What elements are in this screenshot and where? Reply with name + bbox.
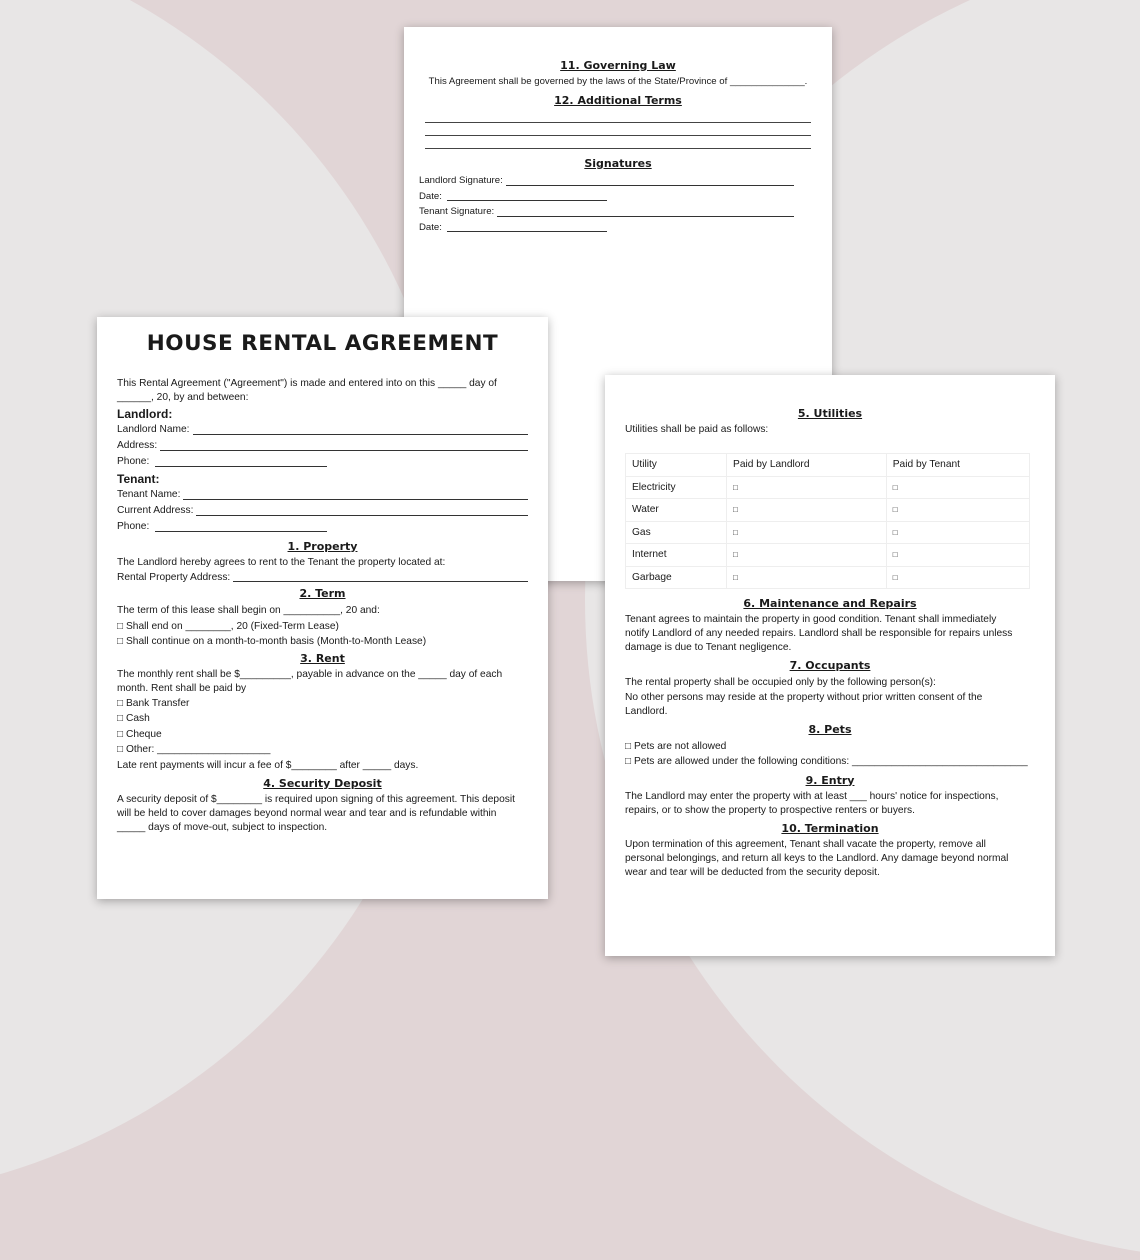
tenant-heading: Tenant: bbox=[117, 472, 160, 486]
landlord-phone-row bbox=[117, 454, 528, 470]
entry-text: repairs, or to show the property to prospective renters or buyers. bbox=[625, 804, 915, 816]
landlord-date-line[interactable] bbox=[447, 189, 607, 201]
term-option-fixed[interactable]: □ Shall end on ________, 20 (Fixed-Term Lease) bbox=[117, 620, 339, 632]
section-title-pets: 8. Pets bbox=[808, 722, 852, 736]
tenant-name-line[interactable] bbox=[183, 488, 528, 500]
utility-name: Gas bbox=[626, 521, 727, 544]
property-address-label: Rental Property Address: bbox=[117, 572, 231, 583]
table-header-landlord: Paid by Landlord bbox=[727, 454, 887, 477]
landlord-name-line[interactable] bbox=[193, 423, 529, 435]
additional-terms-line bbox=[425, 136, 811, 149]
section-title-property: 1. Property bbox=[287, 540, 358, 553]
utilities-text: Utilities shall be paid as follows: bbox=[625, 424, 769, 435]
landlord-date-label: Date: bbox=[419, 190, 442, 202]
landlord-date-row bbox=[419, 189, 817, 205]
pets-option-not-allowed[interactable]: □ Pets are not allowed bbox=[625, 740, 727, 752]
landlord-address-row bbox=[117, 438, 528, 454]
landlord-phone-label: Phone: bbox=[117, 456, 150, 467]
checkbox-tenant[interactable]: □ bbox=[892, 505, 898, 515]
landlord-signature-label: Landlord Signature: bbox=[419, 175, 503, 186]
table-header-utility: Utility bbox=[626, 454, 727, 477]
utility-name: Electricity bbox=[626, 476, 727, 499]
deposit-text: will be held to cover damages beyond normal wear and tear and is refundable within bbox=[117, 808, 497, 819]
tenant-signature-row bbox=[419, 204, 817, 220]
checkbox-tenant[interactable]: □ bbox=[892, 527, 898, 537]
table-row bbox=[626, 476, 1030, 499]
landlord-phone-line[interactable] bbox=[155, 455, 327, 467]
checkbox-tenant[interactable]: □ bbox=[892, 572, 898, 582]
checkbox-landlord[interactable]: □ bbox=[733, 482, 738, 492]
additional-terms-line bbox=[425, 110, 811, 123]
checkbox-landlord[interactable]: □ bbox=[733, 550, 738, 560]
termination-text: Upon termination of this agreement, Tenant shall vacate the property, remove all bbox=[625, 838, 986, 850]
utility-name: Garbage bbox=[626, 566, 727, 589]
tenant-date-label: Date: bbox=[419, 221, 442, 233]
landlord-heading: Landlord: bbox=[117, 407, 173, 421]
additional-terms-line bbox=[425, 123, 811, 136]
termination-text: wear and tear will be deducted from the security deposit. bbox=[625, 866, 880, 878]
term-option-monthly[interactable]: □ Shall continue on a month-to-month basis (Month-to-Month Lease) bbox=[117, 636, 427, 647]
utilities-table bbox=[625, 453, 1030, 589]
tenant-phone-label: Phone: bbox=[117, 521, 150, 532]
property-address-row bbox=[117, 570, 528, 585]
tenant-name-row bbox=[117, 487, 528, 503]
section-title-utilities: 5. Utilities bbox=[797, 407, 863, 420]
rent-option-cheque[interactable]: □ Cheque bbox=[117, 728, 162, 740]
checkbox-landlord[interactable]: □ bbox=[733, 527, 738, 537]
page-main bbox=[97, 317, 548, 899]
utility-name: Water bbox=[626, 499, 727, 522]
landlord-address-label: Address: bbox=[117, 440, 158, 451]
term-text: The term of this lease shall begin on __________, 20 and: bbox=[117, 605, 380, 616]
tenant-address-line[interactable] bbox=[196, 504, 528, 516]
table-header-row bbox=[626, 454, 1030, 477]
deposit-text: _____ days of move-out, subject to inspection. bbox=[117, 822, 328, 833]
tenant-phone-row bbox=[117, 519, 528, 535]
table-header-tenant: Paid by Tenant bbox=[886, 454, 1029, 477]
section-title-termination: 10. Termination bbox=[781, 821, 879, 835]
tenant-phone-line[interactable] bbox=[155, 520, 327, 532]
tenant-date-row bbox=[419, 220, 817, 236]
occupants-text: Landlord. bbox=[625, 705, 668, 717]
intro-text: ______, 20, by and between: bbox=[117, 392, 249, 403]
page-utilities bbox=[605, 375, 1055, 956]
tenant-signature-line[interactable] bbox=[497, 205, 794, 217]
property-text: The Landlord hereby agrees to rent to the Tenant the property located at: bbox=[117, 557, 446, 568]
governing-law-text: This Agreement shall be governed by the laws of the State/Province of ______________. bbox=[428, 76, 808, 87]
tenant-date-line[interactable] bbox=[447, 220, 607, 232]
landlord-name-label: Landlord Name: bbox=[117, 424, 190, 435]
section-title-additional-terms: 12. Additional Terms bbox=[554, 94, 682, 107]
checkbox-landlord[interactable]: □ bbox=[733, 505, 738, 515]
rent-option-other[interactable]: □ Other: ____________________ bbox=[117, 744, 271, 755]
table-row bbox=[626, 499, 1030, 522]
section-title-maintenance: 6. Maintenance and Repairs bbox=[743, 597, 917, 610]
section-title-entry: 9. Entry bbox=[805, 773, 855, 787]
landlord-name-row bbox=[117, 422, 528, 438]
landlord-signature-line[interactable] bbox=[506, 174, 794, 186]
rent-option-cash[interactable]: □ Cash bbox=[117, 713, 150, 724]
deposit-text: A security deposit of $________ is required upon signing of this agreement. This deposit bbox=[117, 794, 515, 805]
occupants-text: No other persons may reside at the property without prior written consent of the bbox=[625, 691, 983, 703]
document-title: HOUSE RENTAL AGREEMENT bbox=[146, 331, 499, 356]
maintenance-text: notify Landlord of any needed repairs. Landlord shall be responsible for repairs unless bbox=[625, 628, 1013, 639]
tenant-address-row bbox=[117, 503, 528, 519]
rent-text: The monthly rent shall be $_________, payable in advance on the _____ day of each bbox=[117, 668, 503, 680]
tenant-signature-label: Tenant Signature: bbox=[419, 206, 495, 217]
late-fee-text: Late rent payments will incur a fee of $________ after _____ days. bbox=[117, 759, 419, 771]
checkbox-tenant[interactable]: □ bbox=[892, 550, 898, 560]
intro-text: This Rental Agreement ("Agreement") is made and entered into on this _____ day of bbox=[117, 378, 497, 389]
tenant-address-label: Current Address: bbox=[117, 505, 194, 516]
section-title-governing-law: 11. Governing Law bbox=[560, 59, 676, 72]
rent-text: month. Rent shall be paid by bbox=[117, 682, 247, 694]
rent-option-bank-transfer[interactable]: □ Bank Transfer bbox=[117, 697, 190, 709]
landlord-address-line[interactable] bbox=[160, 439, 528, 451]
utility-name: Internet bbox=[626, 544, 727, 567]
checkbox-landlord[interactable]: □ bbox=[733, 572, 738, 582]
occupants-text: The rental property shall be occupied only by the following person(s): bbox=[625, 677, 936, 688]
landlord-signature-row bbox=[419, 173, 817, 189]
entry-text: The Landlord may enter the property with at least ___ hours' notice for inspections, bbox=[625, 790, 999, 802]
table-row bbox=[626, 521, 1030, 544]
property-address-line[interactable] bbox=[233, 570, 528, 582]
maintenance-text: damage is due to Tenant negligence. bbox=[625, 642, 792, 653]
section-title-occupants: 7. Occupants bbox=[789, 659, 871, 672]
maintenance-text: Tenant agrees to maintain the property in good condition. Tenant shall immediately bbox=[625, 614, 997, 625]
tenant-name-label: Tenant Name: bbox=[117, 489, 181, 500]
termination-text: personal belongings, and return all keys to the Landlord. Any damage beyond normal bbox=[625, 852, 1009, 864]
section-title-rent: 3. Rent bbox=[300, 651, 345, 665]
table-row bbox=[626, 544, 1030, 567]
table-row bbox=[626, 566, 1030, 589]
section-title-security-deposit: 4. Security Deposit bbox=[263, 777, 382, 790]
checkbox-tenant[interactable]: □ bbox=[892, 482, 898, 492]
section-title-signatures: Signatures bbox=[584, 157, 652, 170]
pets-option-allowed[interactable]: □ Pets are allowed under the following conditions: _______________________________ bbox=[625, 756, 1028, 767]
section-title-term: 2. Term bbox=[299, 587, 346, 600]
